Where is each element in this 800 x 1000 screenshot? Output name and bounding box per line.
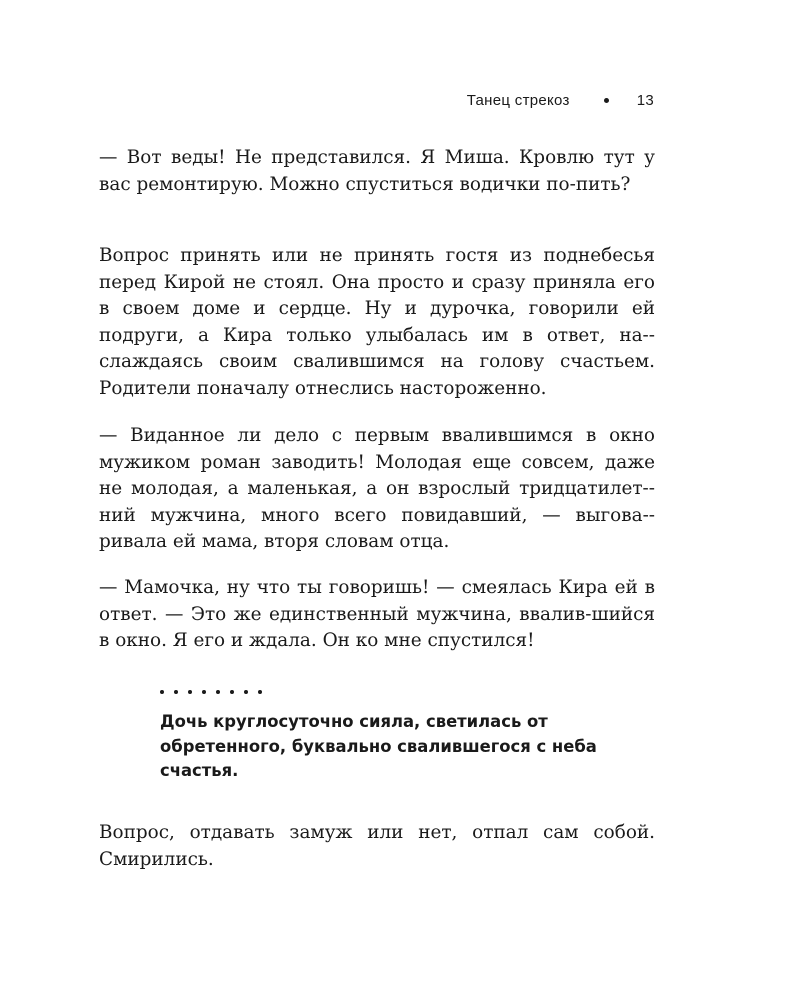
paragraph: Вопрос принять или не принять гостя из поднебесья перед Кирой не стоял. Она просто и сразу приняла его в своем доме и сердце. Ну и дурочка, говорили ей подруги, а Кира только улыбалась им в ответ, на-слаждаясь своим свалившимся на голову счастьем. Родители поначалу отнеслись настороженно.	[99, 245, 655, 399]
dot-icon	[258, 690, 262, 694]
dot-icon	[188, 690, 192, 694]
pull-quote-text: Дочь круглосуточно сияла, светилась от обретенного, буквально свалившегося с неба счастья.	[160, 712, 597, 780]
book-title: Танец стрекоз	[466, 92, 570, 109]
paragraph: — Мамочка, ну что ты говоришь! — смеялась Кира ей в ответ. — Это же единственный мужчина, ввалив-шийся в окно. Я его и ждала. Он ко мне спустился!	[99, 577, 655, 651]
paragraph: — Виданное ли дело с первым ввалившимся в окно мужиком роман заводить! Молодая еще совсем, даже не молодая, а маленькая, а он взрослый тридцатилет-ний мужчина, много всего повидавший, — выгова-ривала ей мама, вторя словам отца.	[99, 425, 655, 552]
dot-icon	[244, 690, 248, 694]
dot-divider-icon	[160, 690, 640, 694]
page-number: 13	[636, 92, 654, 109]
running-header	[467, 92, 654, 109]
paragraph: Вопрос, отдавать замуж или нет, отпал сам собой. Смирились.	[99, 822, 655, 870]
dot-icon	[174, 690, 178, 694]
dot-icon	[230, 690, 234, 694]
dot-icon	[202, 690, 206, 694]
pull-quote	[160, 690, 640, 784]
dot-icon	[160, 690, 164, 694]
paragraph: — Вот веды! Не представился. Я Миша. Кровлю тут у вас ремонтирую. Можно спуститься водички по-пить?	[99, 147, 655, 195]
bullet-separator-icon	[604, 98, 609, 103]
dot-icon	[216, 690, 220, 694]
